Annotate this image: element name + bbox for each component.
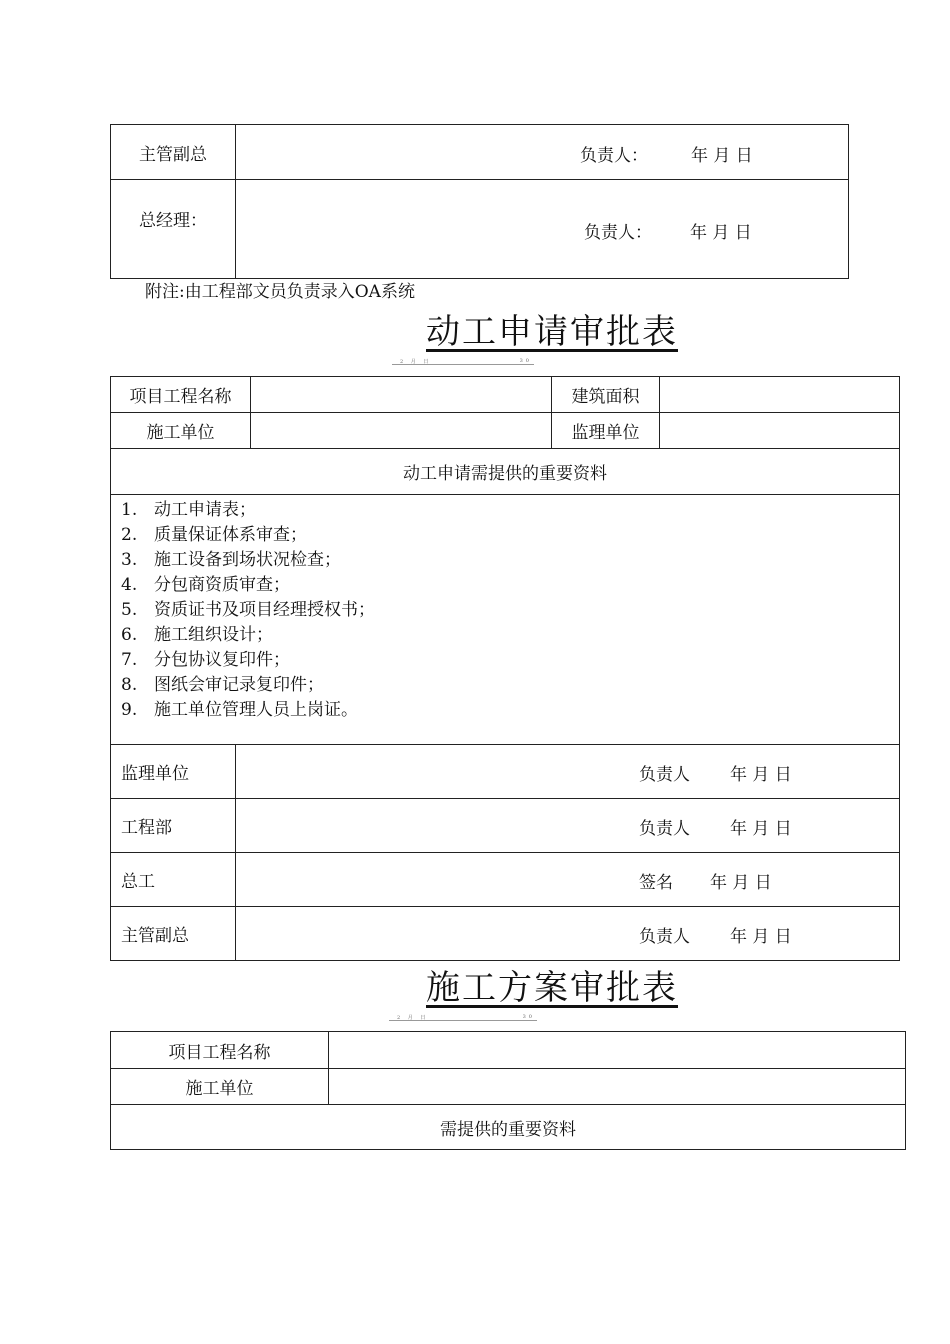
approval-person: 负责人 <box>639 819 690 839</box>
approval-signature <box>236 745 900 799</box>
top-row2-signature <box>236 180 849 279</box>
form1-title: 动工申请审批表 <box>426 312 678 352</box>
form2-fine-print <box>389 1014 537 1021</box>
form1-materials-list <box>111 495 900 745</box>
list-item: 9. 施工单位管理人员上岗证。 <box>121 700 358 720</box>
approval-date: 年 月 日 <box>730 765 792 785</box>
footnote: 附注:由工程部文员负责录入OA系统 <box>145 282 415 302</box>
form2-project-name-label: 项目工程名称 <box>111 1032 329 1069</box>
form1-project-name-field[interactable] <box>251 377 552 413</box>
form2-contractor-label: 施工单位 <box>111 1069 329 1105</box>
form1-supervisor-label: 监理单位 <box>552 413 660 449</box>
approval-date: 年 月 日 <box>710 873 772 893</box>
top-row2-label: 总经理： <box>111 180 236 279</box>
form1-info-table <box>110 376 900 745</box>
approval-signature <box>236 799 900 853</box>
approval-person: 负责人 <box>639 765 690 785</box>
form1-fine-print-left: 2 月 日 <box>400 359 432 365</box>
form1-materials-header: 动工申请需提供的重要资料 <box>111 449 900 495</box>
form1-area-label: 建筑面积 <box>552 377 660 413</box>
top-row2-date: 年 月 日 <box>690 223 752 243</box>
approval-date: 年 月 日 <box>730 819 792 839</box>
form2-contractor-field[interactable] <box>329 1069 906 1105</box>
form2-fine-print-right: 30 <box>522 1014 535 1020</box>
approval-label-deputy: 主管副总 <box>111 907 236 961</box>
form1-supervisor-field[interactable] <box>660 413 900 449</box>
top-row2-person: 负责人： <box>584 223 652 243</box>
approval-signature <box>236 853 900 907</box>
top-row1-date: 年 月 日 <box>691 146 753 166</box>
approval-label-chief-engineer: 总工 <box>111 853 236 907</box>
form1-contractor-label: 施工单位 <box>111 413 251 449</box>
form1-area-field[interactable] <box>660 377 900 413</box>
list-item: 6. 施工组织设计； <box>121 625 273 645</box>
top-row1-label: 主管副总 <box>111 125 236 180</box>
top-row1-signature <box>236 125 849 180</box>
list-item: 1. 动工申请表； <box>121 500 256 520</box>
list-item: 8. 图纸会审记录复印件； <box>121 675 324 695</box>
list-item: 5. 资质证书及项目经理授权书； <box>121 600 375 620</box>
form1-contractor-field[interactable] <box>251 413 552 449</box>
form2-title: 施工方案审批表 <box>426 968 678 1008</box>
form1-fine-print <box>392 358 534 365</box>
top-approval-table <box>110 124 849 279</box>
form1-approvals-table <box>110 744 900 961</box>
approval-signature <box>236 907 900 961</box>
form2-project-name-field[interactable] <box>329 1032 906 1069</box>
approval-person: 负责人 <box>639 927 690 947</box>
top-row1-person: 负责人： <box>580 146 648 166</box>
list-item: 7. 分包协议复印件； <box>121 650 290 670</box>
approval-label-engineering: 工程部 <box>111 799 236 853</box>
form1-fine-print-right: 30 <box>519 358 532 364</box>
list-item: 3. 施工设备到场状况检查； <box>121 550 341 570</box>
list-item: 2. 质量保证体系审查； <box>121 525 307 545</box>
list-item: 4. 分包商资质审查； <box>121 575 290 595</box>
approval-date: 年 月 日 <box>730 927 792 947</box>
approval-label-supervisor: 监理单位 <box>111 745 236 799</box>
approval-person: 签名 <box>639 873 673 893</box>
form1-project-name-label: 项目工程名称 <box>111 377 251 413</box>
form2-info-table <box>110 1031 906 1150</box>
form2-fine-print-left: 2 月 日 <box>397 1015 429 1021</box>
form2-materials-header: 需提供的重要资料 <box>111 1105 906 1150</box>
